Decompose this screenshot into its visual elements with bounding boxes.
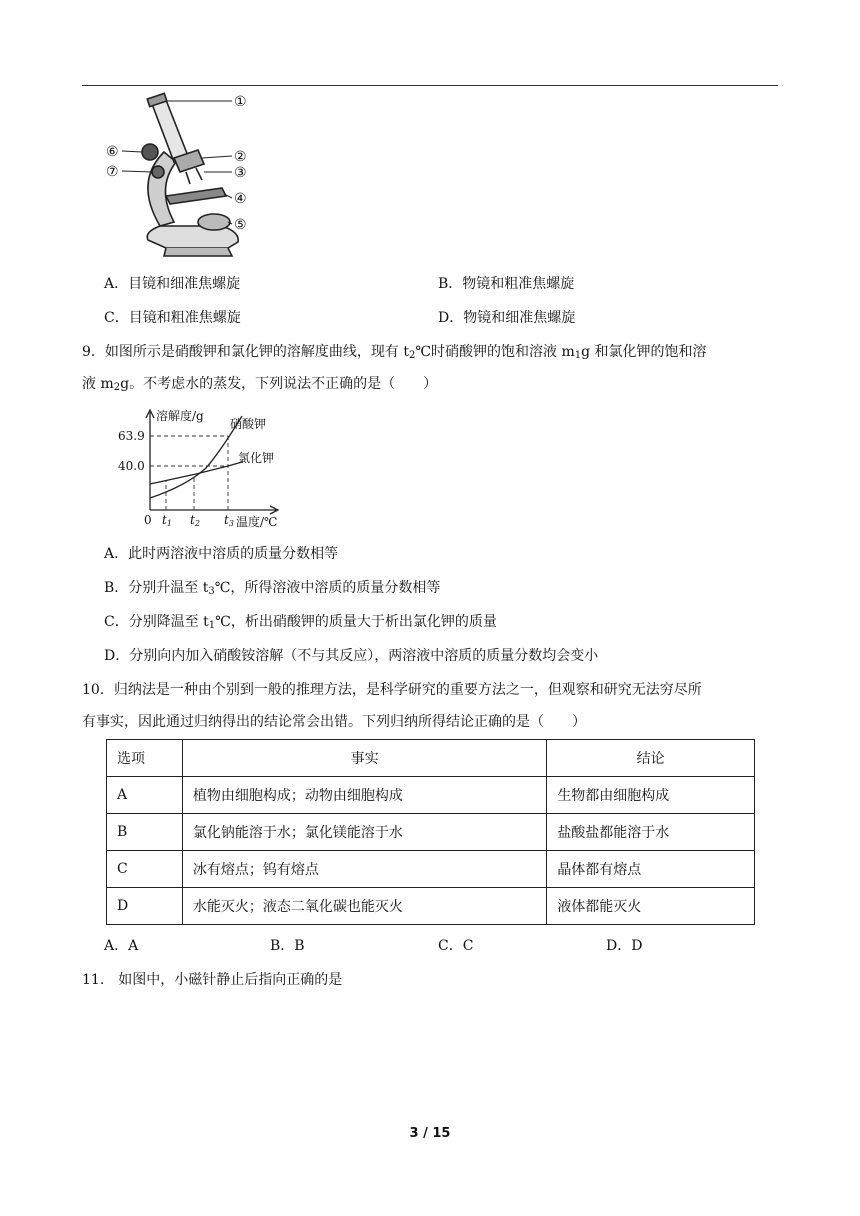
- q9-stem2-text-a: 液 m: [82, 376, 114, 392]
- q9-stem-line2: [82, 374, 437, 398]
- table-cell-fact: 水能灭火；液态二氧化碳也能灭火: [182, 888, 546, 925]
- q9-option-c-text-b: ℃，析出硝酸钾的质量大于析出氯化钾的质量: [215, 614, 497, 630]
- x-tick-t2: t2: [190, 513, 200, 528]
- q10-option-d[interactable]: D．D: [606, 938, 643, 954]
- microscope-figure: [104, 92, 264, 262]
- x-tick-t1: t1: [162, 513, 172, 528]
- table-row: [107, 888, 755, 925]
- series-label-kcl: 氯化钾: [238, 451, 275, 465]
- table-row: [107, 814, 755, 851]
- part-label-6: ⑥: [106, 144, 119, 160]
- q8-option-d[interactable]: D．物镜和细准焦螺旋: [438, 310, 576, 326]
- table-cell-option: B: [107, 814, 183, 851]
- y-axis-label: 溶解度/g: [156, 409, 204, 423]
- table-cell-option: A: [107, 777, 183, 814]
- q9-option-b[interactable]: [104, 578, 440, 602]
- table-header-row: [107, 740, 755, 777]
- q9-stem-sub1: 2: [408, 350, 416, 361]
- part-label-4: ④: [234, 191, 247, 207]
- q9-stem-text-c: g 和氯化钾的饱和溶: [581, 344, 707, 360]
- header-conclusion: 结论: [547, 740, 755, 777]
- solubility-chart: [116, 406, 296, 530]
- table-cell-fact: 氯化钠能溶于水；氯化镁能溶于水: [182, 814, 546, 851]
- table-cell-conclusion: 盐酸盐都能溶于水: [547, 814, 755, 851]
- q10-option-a[interactable]: A．A: [104, 938, 139, 954]
- table-row: [107, 851, 755, 888]
- q9-option-b-sub: 3: [208, 586, 215, 597]
- table-cell-conclusion: 液体都能灭火: [547, 888, 755, 925]
- q9-option-c[interactable]: [104, 612, 497, 636]
- part-label-7: ⑦: [106, 164, 119, 180]
- q9-stem2-sub: 2: [113, 382, 121, 393]
- part-label-2: ②: [234, 149, 247, 165]
- x-tick-t3: t3: [224, 513, 234, 528]
- q10-stem-line2: 有事实，因此通过归纳得出的结论常会出错。下列归纳所得结论正确的是（ ）: [82, 714, 586, 730]
- part-label-5: ⑤: [234, 217, 247, 233]
- q9-stem-text-b: ℃时硝酸钾的饱和溶液 m: [415, 344, 575, 360]
- q9-option-c-sub: 1: [208, 620, 216, 631]
- q9-stem-text-a: 9．如图所示是硝酸钾和氯化钾的溶解度曲线，现有 t: [82, 344, 409, 360]
- part-label-1: ①: [234, 94, 247, 110]
- origin-label: 0: [144, 513, 152, 527]
- q10-option-c[interactable]: C．C: [438, 938, 474, 954]
- q9-stem-line1: [82, 342, 707, 366]
- q11-stem: 11. 如图中，小磁针静止后指向正确的是: [82, 972, 343, 988]
- header-rule: [82, 85, 778, 86]
- q8-option-b[interactable]: B．物镜和粗准焦螺旋: [438, 276, 575, 292]
- q9-stem2-text-b: g。不考虑水的蒸发，下列说法不正确的是（ ）: [120, 376, 438, 392]
- q9-option-d[interactable]: D．分别向内加入硝酸铵溶解（不与其反应），两溶液中溶质的质量分数均会变小: [104, 648, 599, 664]
- x-axis-label: 温度/℃: [236, 515, 278, 529]
- q9-option-b-text-b: ℃，所得溶液中溶质的质量分数相等: [214, 580, 441, 596]
- microscope-drawing: [142, 93, 238, 256]
- q9-option-a[interactable]: A．此时两溶液中溶质的质量分数相等: [104, 546, 339, 562]
- q8-option-c[interactable]: C．目镜和粗准焦螺旋: [104, 310, 241, 326]
- q10-option-b[interactable]: B．B: [270, 938, 305, 954]
- y-tick-63-9: 63.9: [118, 429, 145, 443]
- table-cell-option: C: [107, 851, 183, 888]
- table-cell-fact: 植物由细胞构成；动物由细胞构成: [182, 777, 546, 814]
- header-option: 选项: [107, 740, 183, 777]
- table-row: [107, 777, 755, 814]
- page-number: 3 / 15: [409, 1126, 451, 1141]
- table-cell-conclusion: 生物都由细胞构成: [547, 777, 755, 814]
- q9-stem-sub2: 1: [574, 350, 582, 361]
- table-cell-option: D: [107, 888, 183, 925]
- q10-table: [106, 739, 755, 925]
- q8-option-a[interactable]: A．目镜和细准焦螺旋: [104, 276, 241, 292]
- table-cell-fact: 冰有熔点；钨有熔点: [182, 851, 546, 888]
- q9-option-c-text-a: C．分别降温至 t: [104, 614, 209, 630]
- q10-stem-line1: 10．归纳法是一种由个别到一般的推理方法，是科学研究的重要方法之一，但观察和研究无法穷尽所: [82, 682, 702, 698]
- q9-option-b-text-a: B．分别升温至 t: [104, 580, 209, 596]
- part-label-3: ③: [234, 165, 247, 181]
- series-label-kno3: 硝酸钾: [230, 417, 267, 431]
- table-cell-conclusion: 晶体都有熔点: [547, 851, 755, 888]
- y-tick-40-0: 40.0: [118, 459, 145, 473]
- header-fact: 事实: [182, 740, 546, 777]
